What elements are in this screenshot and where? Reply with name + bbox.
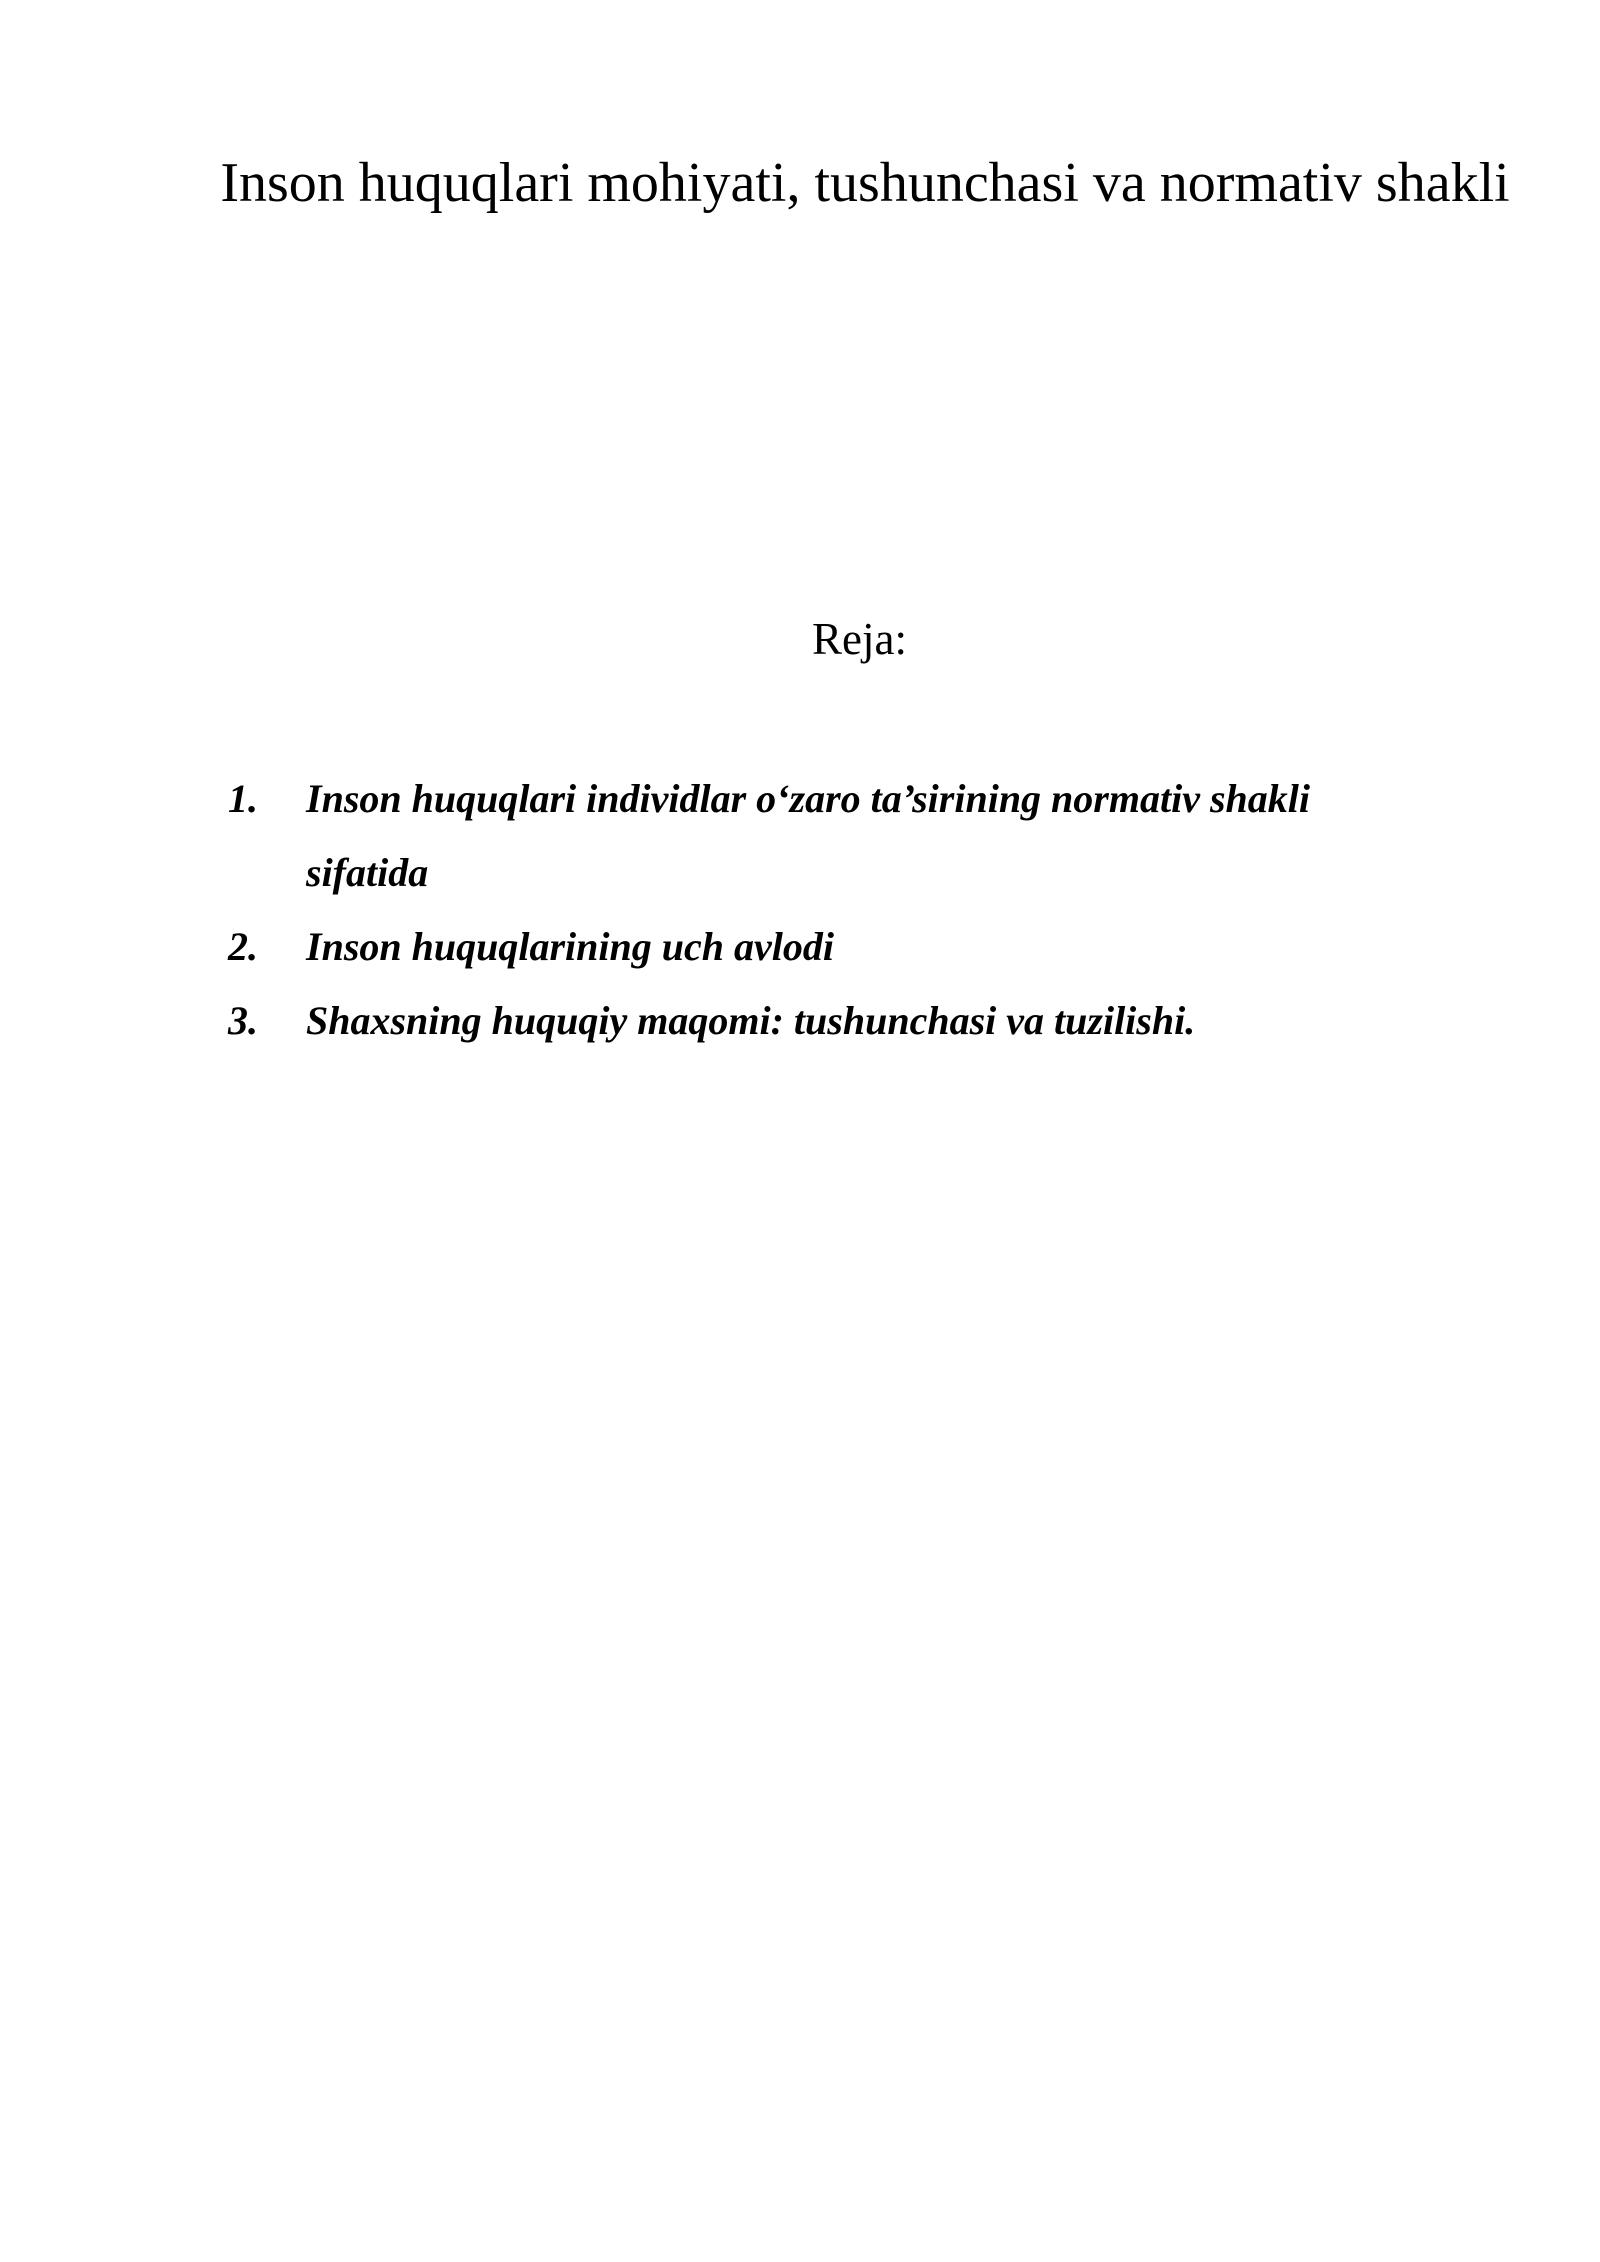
- plan-item-number: 1.: [228, 776, 258, 821]
- plan-item-text: Inson huquqlari individlar o‘zaro ta’sirining normativ shakli sifatida: [306, 776, 1311, 895]
- document-title: Inson huquqlari mohiyati, tushunchasi va normativ shakli: [220, 152, 1510, 214]
- plan-heading: Reja:: [812, 614, 907, 664]
- plan-item-number: 2.: [228, 924, 258, 969]
- plan-item-1: [228, 762, 1428, 910]
- plan-item-3: [228, 984, 1428, 1058]
- plan-item-2: [228, 910, 1428, 984]
- plan-item-text: Inson huquqlarining uch avlodi: [306, 924, 834, 969]
- plan-item-number: 3.: [228, 998, 258, 1043]
- plan-list: [228, 762, 1428, 1058]
- plan-item-text: Shaxsning huquqiy maqomi: tushunchasi va tuzilishi.: [306, 998, 1196, 1043]
